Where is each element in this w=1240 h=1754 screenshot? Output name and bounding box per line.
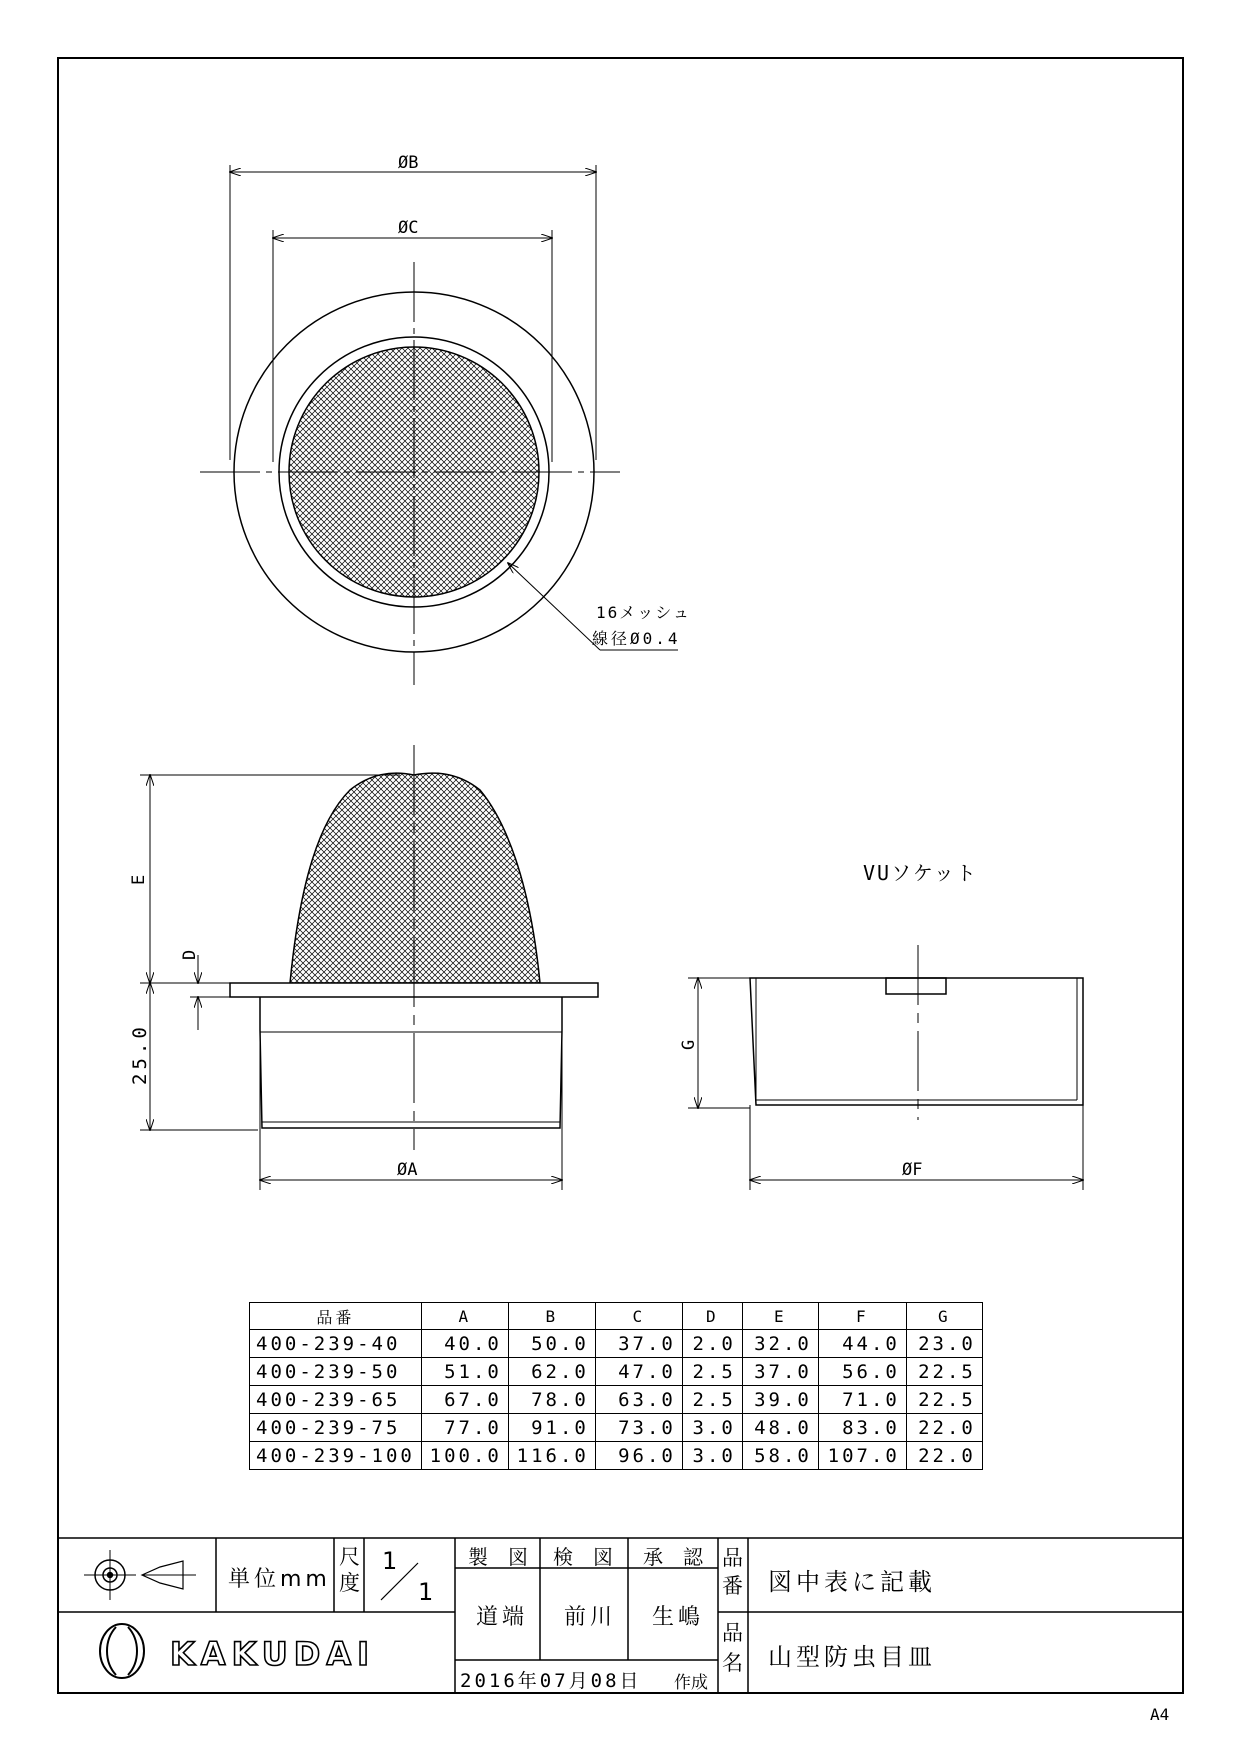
- approved-by: 生嶋: [652, 1605, 705, 1630]
- cell: 50.0: [508, 1330, 595, 1358]
- cell: 78.0: [508, 1386, 595, 1414]
- cell: 3.0: [682, 1442, 742, 1470]
- dim-e-label: E: [129, 874, 149, 885]
- table-header-row: [250, 1303, 983, 1330]
- scale-denominator: 1: [418, 1578, 434, 1606]
- cell: 2.0: [682, 1330, 742, 1358]
- cell: 73.0: [595, 1414, 682, 1442]
- cell: 63.0: [595, 1386, 682, 1414]
- cell: 22.5: [906, 1358, 982, 1386]
- cell: 40.0: [421, 1330, 508, 1358]
- cell: 116.0: [508, 1442, 595, 1470]
- cell: 400-239-50: [250, 1358, 422, 1386]
- cell: 39.0: [742, 1386, 818, 1414]
- cell: 400-239-40: [250, 1330, 422, 1358]
- col-e: E: [742, 1303, 818, 1330]
- cell: 400-239-65: [250, 1386, 422, 1414]
- mesh-note-line2: 線径Ø0.4: [592, 629, 681, 648]
- paper-size: A4: [1150, 1705, 1170, 1724]
- cell: 71.0: [818, 1386, 906, 1414]
- cell: 22.5: [906, 1386, 982, 1414]
- approved-label: 承認: [643, 1545, 723, 1569]
- table-row: [250, 1386, 983, 1414]
- checked-label: 検図: [553, 1545, 633, 1569]
- dim-d-label: D: [180, 949, 200, 960]
- created-label: 作成: [674, 1673, 708, 1693]
- drawn-by: 道端: [476, 1605, 529, 1630]
- cell: 83.0: [818, 1414, 906, 1442]
- cell: 2.5: [682, 1358, 742, 1386]
- spec-table: [249, 1302, 983, 1470]
- dim-f-label: ØF: [902, 1160, 923, 1180]
- cell: 22.0: [906, 1414, 982, 1442]
- cell: 37.0: [595, 1330, 682, 1358]
- part-no-label: 品番: [722, 1546, 743, 1598]
- socket-view: [688, 945, 1083, 1190]
- cell: 3.0: [682, 1414, 742, 1442]
- table-row: [250, 1442, 983, 1470]
- dim-a-label: ØA: [397, 1160, 418, 1180]
- col-b: B: [508, 1303, 595, 1330]
- dim-b-label: ØB: [398, 153, 419, 173]
- cell: 2.5: [682, 1386, 742, 1414]
- cell: 47.0: [595, 1358, 682, 1386]
- part-name-value: 山型防虫目皿: [768, 1643, 936, 1671]
- cell: 37.0: [742, 1358, 818, 1386]
- col-a: A: [421, 1303, 508, 1330]
- col-f: F: [818, 1303, 906, 1330]
- unit-label: 単位mm: [228, 1567, 331, 1592]
- cell: 96.0: [595, 1442, 682, 1470]
- table-row: [250, 1358, 983, 1386]
- cell: 22.0: [906, 1442, 982, 1470]
- cell: 56.0: [818, 1358, 906, 1386]
- scale-numerator: 1: [382, 1547, 398, 1575]
- cell: 51.0: [421, 1358, 508, 1386]
- mesh-note-line1: 16メッシュ: [596, 603, 691, 622]
- drawing-date: 2016年07月08日: [460, 1670, 642, 1692]
- table-row: [250, 1414, 983, 1442]
- col-g: G: [906, 1303, 982, 1330]
- cell: 400-239-100: [250, 1442, 422, 1470]
- checked-by: 前川: [564, 1605, 617, 1630]
- cell: 77.0: [421, 1414, 508, 1442]
- part-name-label: 品名: [722, 1621, 743, 1675]
- cell: 100.0: [421, 1442, 508, 1470]
- cell: 23.0: [906, 1330, 982, 1358]
- col-d: D: [682, 1303, 742, 1330]
- socket-label: VUソケット: [863, 861, 978, 885]
- side-view: [140, 745, 598, 1190]
- dim-25-label: 25.0: [129, 1023, 151, 1085]
- cell: 91.0: [508, 1414, 595, 1442]
- cell: 107.0: [818, 1442, 906, 1470]
- dim-c-label: ØC: [398, 218, 419, 238]
- brand-logo: KAKUDAI: [170, 1635, 376, 1673]
- cell: 58.0: [742, 1442, 818, 1470]
- scale-label: 尺度: [339, 1545, 360, 1595]
- cell: 62.0: [508, 1358, 595, 1386]
- col-part-no: 品番: [250, 1303, 422, 1330]
- cell: 32.0: [742, 1330, 818, 1358]
- dim-g-label: G: [679, 1039, 699, 1050]
- part-no-value: 図中表に記載: [768, 1568, 936, 1596]
- drawn-label: 製図: [468, 1545, 548, 1569]
- col-c: C: [595, 1303, 682, 1330]
- table-row: [250, 1330, 983, 1358]
- cell: 48.0: [742, 1414, 818, 1442]
- cell: 400-239-75: [250, 1414, 422, 1442]
- cell: 67.0: [421, 1386, 508, 1414]
- cell: 44.0: [818, 1330, 906, 1358]
